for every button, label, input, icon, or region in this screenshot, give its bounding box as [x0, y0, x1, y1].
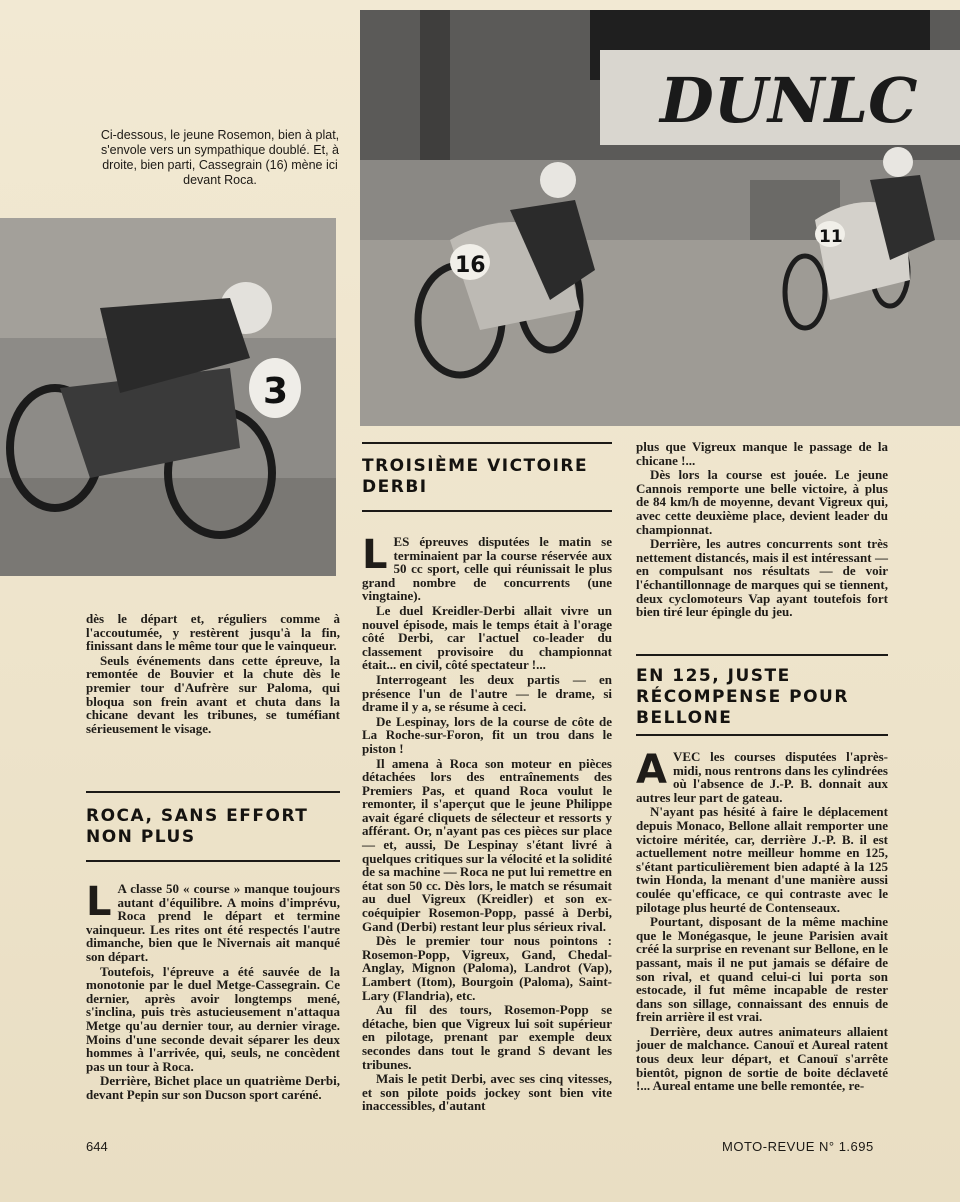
paragraph: VEC les courses disputées l'après-midi, nous rentrons dans les cylindrées où l'absence de J.-P. B. donnait aux autres leur part de gateau. [636, 749, 888, 805]
paragraph: Derrière, Bichet place un quatrième Derbi, devant Pepin sur son Ducson sport caréné. [86, 1073, 340, 1102]
heading-derbi: TROISIÈME VICTOIRE DERBI [362, 456, 589, 497]
section-rule [362, 510, 612, 512]
column-3-bottom [636, 747, 888, 1094]
section-rule [636, 734, 888, 736]
race-number-11: 11 [819, 227, 843, 247]
paragraph: De Lespinay, lors de la course de côte de La Roche-sur-Foron, fit un trou dans le piston ! [362, 713, 612, 756]
photo-caption: Ci-dessous, le jeune Rosemon, bien à plat, s'envole vers un sympathique doublé. Et, à droite, bien parti, Cassegrain (16) mène ici devant Roca. [100, 128, 340, 187]
race-photo-right [360, 10, 960, 426]
paragraph: Dès lors la course est jouée. Le jeune Cannois remporte une belle victoire, à plus de 84 km/h de moyenne, devant Vigreux qui, avec cette deuxième place, devient leader du championnat. [636, 467, 888, 537]
paragraph: Derrière, les autres concurrents sont très nettement distancés, mais il est intéressant — en compulsant nos résultats — de voir l'échantillonnage de marques qui se tiennent, deux cyclomoteurs Vap ayant toutefois fort bien tiré leur épingle du jeu. [636, 536, 888, 620]
dropcap: A [636, 747, 667, 793]
dropcap: L [86, 879, 112, 925]
column-1-top [86, 612, 340, 736]
paragraph: A classe 50 « course » manque toujours autant d'équilibre. A moins d'imprévu, Roca prend le départ et termine vainqueur. Les rites ont été respectés l'autre dimanche, bien que le Nivernais ait manqué son départ. [86, 881, 340, 964]
paragraph: Interrogeant les deux partis — en présence l'un de l'autre — le drame, si drame il y a, se résume à ceci. [362, 671, 612, 715]
column-1-bottom [86, 879, 340, 1103]
paragraph: Le duel Kreidler-Derbi allait vivre un nouvel épisode, mais le temps était à l'orage côté Derbi, car l'actuel co-leader du classement provisoire du championnat était... en civil, côté spectateur !... [362, 602, 612, 673]
section-rule [636, 654, 888, 656]
paragraph: Toutefois, l'épreuve a été sauvée de la monotonie par le duel Metge-Cassegrain. Ce dernier, après avoir longtemps mené, s'inclina, puis très astucieusement n'attaqua Metge qu'au dernier tour, au dernier virage. Moins d'une seconde devait séparer les deux hommes à l'arrivée, qui, seuls, ne concèdent pas un tour à Roca. [86, 963, 340, 1074]
paragraph: Pourtant, disposant de la même machine que le Monégasque, le jeune Parisien avait créé la surprise en revenant sur Bellone, en le passant, mais il ne put jamais se défaire de son rival, et quand celui-ci lui porta son estocade, il fut même incapable de rester dans son sillage, connaissant des ennuis de frein arrière il est vrai. [636, 914, 888, 1025]
page-number: 644 [86, 1139, 108, 1154]
race-photo-left [0, 218, 336, 576]
paragraph: Il amena à Roca son moteur en pièces détachées lors des entraînements des Premiers Pas, et quand Roca voulut le remonter, il s'aperçut que le jeune Philippe avait égaré cliquets de sélecteur et ressorts y afférant. Or, n'ayant pas ces pièces sur place — et, aussi, De Lespinay s'étant livré à quelques critiques sur la vélocité et la solidité de sa machine — Roca ne put lui remettre en état son 50 cc. Dès lors, le match se résumait au duel Vigreux (Kreidler) et son ex-coéquipier Rosemon-Popp, passé à Derbi, Gand (Derbi) restant leur plus sérieux rival. [362, 755, 612, 934]
paragraph: plus que Vigreux manque le passage de la chicane !... [636, 439, 888, 468]
dropcap: L [362, 532, 388, 578]
paragraph: N'ayant pas hésité à faire le déplacement depuis Monaco, Bellone allait remporter une victoire méritée, car, derrière J.-P. B. il est actuellement notre meilleur homme en 125, s'étant particulièrement bien adapté à la 125 twin Honda, la menant d'une manière aussi coulée qu'efficace, ce qui contraste avec le pilotage plus heurté de Contenseaux. [636, 804, 888, 915]
section-rule [362, 442, 612, 444]
magazine-issue: MOTO-REVUE N° 1.695 [722, 1139, 874, 1154]
paragraph: Seuls événements dans cette épreuve, la remontée de Bouvier et la chute dès le premier tour d'Aufrère sur Paloma, qui bloqua son frein avant et chuta dans la chicane devant les tribunes, se tuméfiant sérieusement le visage. [86, 652, 340, 736]
paragraph: ES épreuves disputées le matin se terminaient par la course réservée aux 50 cc sport, celle qui réunissait le plus grand nombre de concurrents (une vingtaine). [362, 534, 612, 604]
column-2 [362, 532, 612, 1114]
race-number-16: 16 [455, 253, 486, 278]
race-number-3: 3 [263, 371, 289, 412]
banner-text: DUNLC [660, 64, 918, 137]
section-rule [86, 791, 340, 793]
heading-bellone: EN 125, JUSTE RÉCOMPENSE POUR BELLONE [636, 666, 849, 728]
paragraph: Au fil des tours, Rosemon-Popp se détache, bien que Vigreux lui soit supérieur en pilotage, prenant par exemple deux secondes dans tout le grand S devant les tribunes. [362, 1002, 612, 1072]
paragraph: dès le départ et, réguliers comme à l'accoutumée, y restèrent jusqu'à la fin, finissant dans le même tour que le vainqueur. [86, 611, 340, 654]
paragraph: Derrière, deux autres animateurs allaient jouer de malchance. Canouï et Aureal ratent tous deux leur départ, et Canouï s'arrête bientôt, pignon de sortie de boite déclaveté !... Aureal entame une belle remontée, re- [636, 1023, 888, 1094]
paragraph: Mais le petit Derbi, avec ses cinq vitesses, et son pilote poids jockey sont bien vite inaccessibles, d'autant [362, 1071, 612, 1114]
section-rule [86, 860, 340, 862]
heading-roca: ROCA, SANS EFFORT NON PLUS [86, 806, 309, 847]
paragraph: Dès le premier tour nous pointons : Rosemon-Popp, Vigreux, Gand, Chedal-Anglay, Mignon (Paloma), Landrot (Vap), Lambert (Itom), Bourgoin (Paloma), Saint-Lary (Flandria), etc. [362, 933, 612, 1003]
column-3-top [636, 440, 888, 620]
